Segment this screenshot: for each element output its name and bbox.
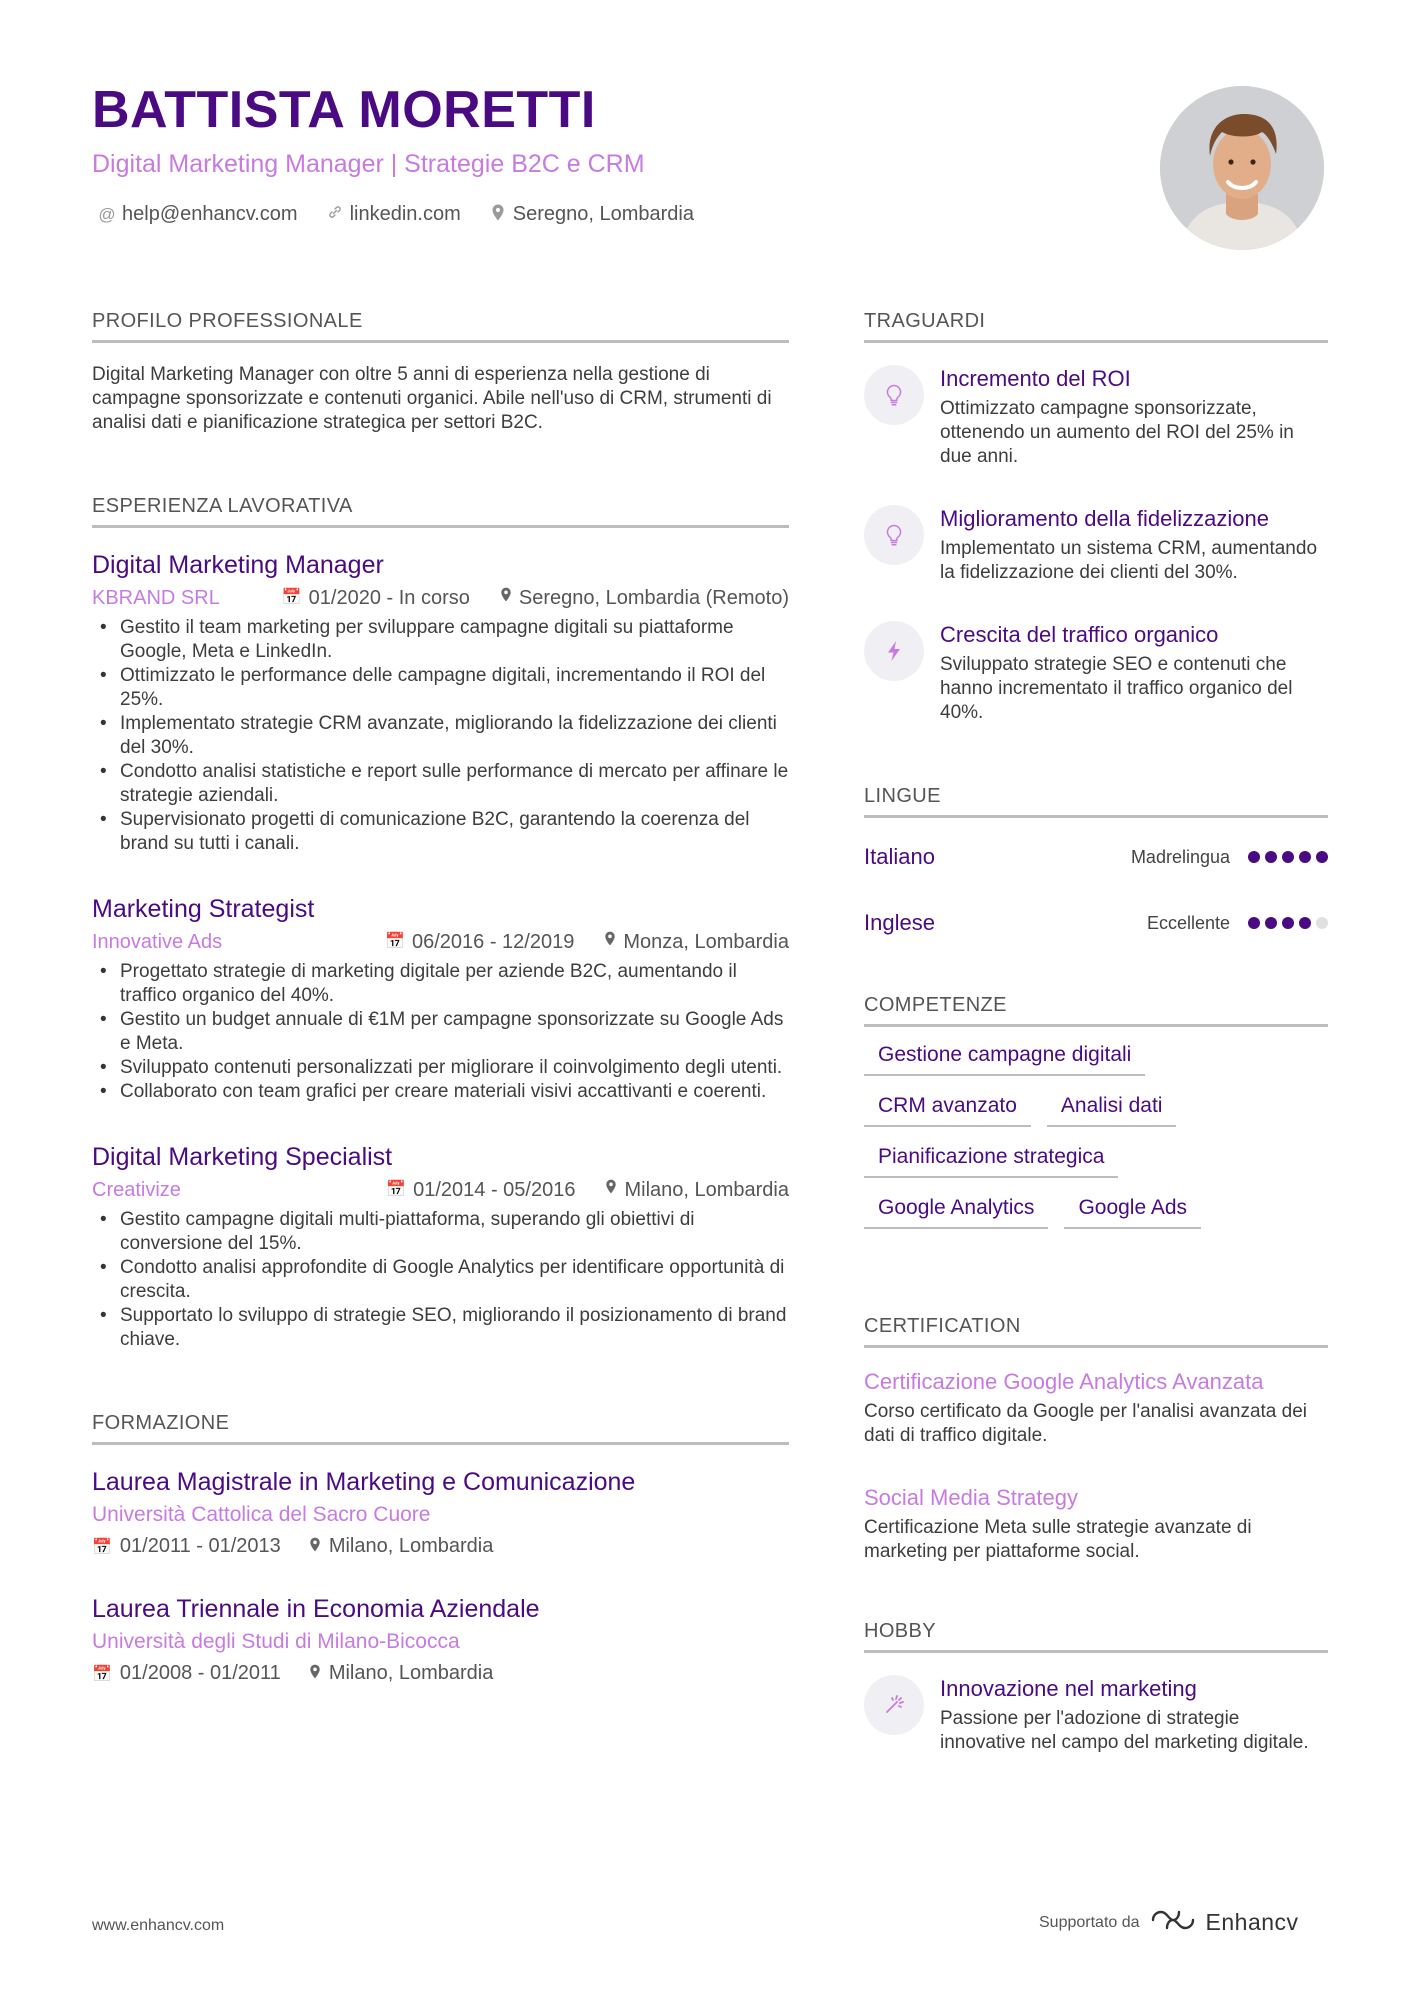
job-title: Digital Marketing Manager bbox=[92, 551, 384, 579]
skill-tag: CRM avanzato bbox=[864, 1090, 1031, 1127]
achievements-section bbox=[864, 310, 1328, 725]
job-location: Milano, Lombardia bbox=[624, 1179, 789, 1201]
hobby-section-title: HOBBY bbox=[864, 1620, 1328, 1653]
footer-branding bbox=[1039, 1908, 1299, 1937]
certification-desc: Certificazione Meta sulle strategie avanzate di marketing per piattaforme social. bbox=[864, 1517, 1252, 1562]
language-item bbox=[864, 908, 1328, 938]
languages-section bbox=[864, 785, 1328, 938]
education-dates: 01/2011 - 01/2013 bbox=[119, 1535, 281, 1557]
job-location: Seregno, Lombardia (Remoto) bbox=[518, 587, 789, 609]
skill-tag: Google Analytics bbox=[864, 1192, 1048, 1229]
job-bullets bbox=[92, 1208, 789, 1352]
contact-location-label: Seregno, Lombardia bbox=[512, 203, 694, 225]
language-rating bbox=[1248, 917, 1328, 929]
contact-bar bbox=[98, 203, 694, 226]
job-dates: 06/2016 - 12/2019 bbox=[411, 931, 575, 953]
job-bullet: • Condotto analisi statistiche e report sulle performance di mercato per affinare le strategie aziendali. bbox=[92, 760, 789, 808]
skill-tag: Pianificazione strategica bbox=[864, 1141, 1118, 1178]
education-degree: Laurea Magistrale in Marketing e Comunicazione bbox=[92, 1468, 636, 1496]
job-bullet: • Gestito un budget annuale di €1M per campagne sponsorizzate su Google Ads e Meta. bbox=[92, 1008, 789, 1056]
achievement-title: Miglioramento della fidelizzazione bbox=[940, 506, 1269, 531]
education-entry bbox=[92, 1594, 789, 1685]
achievement-item bbox=[864, 621, 1328, 725]
job-bullet: • Supervisionato progetti di comunicazione B2C, garantendo la coerenza del brand su tutti i canali. bbox=[92, 808, 789, 856]
skills-section bbox=[864, 994, 1328, 1229]
hobby-desc: Passione per l'adozione di strategie innovative nel campo del marketing digitale. bbox=[940, 1708, 1309, 1753]
hobby-title: Innovazione nel marketing bbox=[940, 1676, 1197, 1701]
certification-title: Certificazione Google Analytics Avanzata bbox=[864, 1369, 1264, 1394]
contact-linkedin-label: linkedin.com bbox=[349, 203, 461, 225]
achievement-desc: Ottimizzato campagne sponsorizzate, ottenendo un aumento del ROI del 25% in due anni. bbox=[940, 398, 1294, 467]
job-dates: 01/2014 - 05/2016 bbox=[413, 1179, 576, 1201]
certification-item bbox=[864, 1484, 1328, 1564]
calendar-icon: 📅 bbox=[92, 1538, 112, 1556]
profile-section-title: PROFILO PROFESSIONALE bbox=[92, 310, 789, 343]
enhancv-logo-icon bbox=[1150, 1908, 1196, 1937]
job-bullet: • Gestito campagne digitali multi-piattaforma, superando gli obiettivi di conversione del 15%. bbox=[92, 1208, 789, 1256]
hobby-section bbox=[864, 1620, 1328, 1755]
job-company: Creativize bbox=[92, 1179, 181, 1201]
achievement-desc: Sviluppato strategie SEO e contenuti che hanno incrementato il traffico organico del 40%. bbox=[940, 654, 1293, 723]
profile-section bbox=[92, 310, 789, 435]
language-level: Eccellente bbox=[1146, 912, 1230, 933]
job-bullet: • Condotto analisi approfondite di Google Analytics per identificare opportunità di crescita. bbox=[92, 1256, 789, 1304]
achievements-section-title: TRAGUARDI bbox=[864, 310, 1328, 343]
contact-linkedin[interactable] bbox=[326, 203, 461, 226]
rating-dot-filled bbox=[1299, 851, 1311, 863]
experience-section-title: ESPERIENZA LAVORATIVA bbox=[92, 495, 789, 528]
job-entry bbox=[92, 1142, 789, 1352]
certification-title: Social Media Strategy bbox=[864, 1485, 1078, 1510]
profile-summary: Digital Marketing Manager con oltre 5 anni di esperienza nella gestione di campagne sponsorizzate e contenuti organici. Abile nell'uso di CRM, strumenti di analisi dati e pianificazione strategica per settori B2C. bbox=[92, 364, 772, 433]
calendar-icon: 📅 bbox=[281, 589, 302, 606]
language-rating bbox=[1248, 851, 1328, 863]
location-pin-icon bbox=[500, 586, 512, 610]
achievement-title: Incremento del ROI bbox=[940, 366, 1131, 391]
language-name: Inglese bbox=[864, 910, 935, 935]
achievement-desc: Implementato un sistema CRM, aumentando la fidelizzazione dei clienti del 30%. bbox=[940, 538, 1318, 583]
education-location: Milano, Lombardia bbox=[328, 1662, 494, 1684]
hobby-item bbox=[864, 1675, 1328, 1755]
rating-dot-filled bbox=[1265, 917, 1277, 929]
job-entry bbox=[92, 894, 789, 1104]
contact-email-label: help@enhancv.com bbox=[122, 203, 298, 225]
education-section bbox=[92, 1412, 789, 1685]
skill-tag: Google Ads bbox=[1064, 1192, 1201, 1229]
rating-dot-filled bbox=[1248, 917, 1260, 929]
location-pin-icon bbox=[605, 1178, 617, 1202]
rating-dot-filled bbox=[1265, 851, 1277, 863]
certification-section bbox=[864, 1315, 1328, 1564]
contact-email[interactable] bbox=[98, 203, 298, 226]
footer-powered-by: Supportato da bbox=[1039, 1913, 1140, 1931]
job-bullet: • Gestito il team marketing per sviluppare campagne digitali su piattaforme Google, Meta e LinkedIn. bbox=[92, 616, 789, 664]
location-pin-icon bbox=[309, 1664, 321, 1684]
language-item bbox=[864, 842, 1328, 872]
lightbulb-icon bbox=[864, 365, 924, 425]
skill-tag: Analisi dati bbox=[1047, 1090, 1177, 1127]
job-bullet: • Sviluppato contenuti personalizzati per migliorare il coinvolgimento degli utenti. bbox=[92, 1056, 789, 1080]
languages-section-title: LINGUE bbox=[864, 785, 1328, 818]
job-bullet: • Progettato strategie di marketing digitale per aziende B2C, aumentando il traffico organico del 40%. bbox=[92, 960, 789, 1008]
rating-dot-filled bbox=[1299, 917, 1311, 929]
lightning-bolt-icon bbox=[864, 621, 924, 681]
achievement-item bbox=[864, 365, 1328, 469]
education-dates: 01/2008 - 01/2011 bbox=[119, 1662, 281, 1684]
calendar-icon: 📅 bbox=[92, 1665, 112, 1683]
achievement-item bbox=[864, 505, 1328, 585]
job-title: Digital Marketing Specialist bbox=[92, 1143, 393, 1171]
candidate-name: BATTISTA MORETTI bbox=[92, 81, 596, 139]
rating-dot-filled bbox=[1316, 851, 1328, 863]
job-company: Innovative Ads bbox=[92, 931, 223, 953]
right-column bbox=[864, 310, 1328, 1755]
rating-dot-filled bbox=[1282, 917, 1294, 929]
left-column bbox=[92, 310, 789, 1685]
certification-desc: Corso certificato da Google per l'analisi avanzata dei dati di traffico digitale. bbox=[864, 1401, 1307, 1446]
footer-brand-name: Enhancv bbox=[1205, 1909, 1299, 1935]
job-company: KBRAND SRL bbox=[92, 587, 220, 609]
job-bullets bbox=[92, 960, 789, 1104]
education-school: Università Cattolica del Sacro Cuore bbox=[92, 1503, 431, 1526]
contact-location bbox=[489, 203, 694, 226]
calendar-icon: 📅 bbox=[386, 1181, 407, 1198]
lightbulb-icon bbox=[864, 505, 924, 565]
education-entry bbox=[92, 1467, 789, 1558]
job-title: Marketing Strategist bbox=[92, 895, 315, 923]
magic-wand-icon bbox=[864, 1675, 924, 1735]
job-bullet: • Implementato strategie CRM avanzate, migliorando la fidelizzazione dei clienti del 30%. bbox=[92, 712, 789, 760]
education-school: Università degli Studi di Milano-Bicocca bbox=[92, 1630, 460, 1653]
education-section-title: FORMAZIONE bbox=[92, 1412, 789, 1445]
calendar-icon: 📅 bbox=[385, 933, 405, 950]
rating-dot-filled bbox=[1248, 851, 1260, 863]
job-location: Monza, Lombardia bbox=[623, 931, 789, 953]
skills-list bbox=[864, 1039, 1328, 1229]
job-bullet: • Supportato lo sviluppo di strategie SEO, migliorando il posizionamento di brand chiave. bbox=[92, 1304, 789, 1352]
profile-photo bbox=[1160, 86, 1324, 250]
location-pin-icon bbox=[489, 204, 507, 226]
experience-section bbox=[92, 495, 789, 1352]
footer-website[interactable]: www.enhancv.com bbox=[92, 1917, 225, 1934]
link-icon bbox=[326, 204, 344, 225]
candidate-headline: Digital Marketing Manager | Strategie B2C e CRM bbox=[92, 150, 645, 178]
language-level: Madrelingua bbox=[1130, 846, 1230, 867]
rating-dot-filled bbox=[1282, 851, 1294, 863]
job-entry bbox=[92, 550, 789, 856]
avatar bbox=[1160, 86, 1324, 250]
rating-dot-empty bbox=[1316, 917, 1328, 929]
job-dates: 01/2020 - In corso bbox=[308, 587, 470, 609]
skills-section-title: COMPETENZE bbox=[864, 994, 1328, 1027]
job-bullet: • Ottimizzato le performance delle campagne digitali, incrementando il ROI del 25%. bbox=[92, 664, 789, 712]
job-bullet: • Collaborato con team grafici per creare materiali visivi accattivanti e coerenti. bbox=[92, 1080, 789, 1104]
job-bullets bbox=[92, 616, 789, 856]
certification-item bbox=[864, 1368, 1328, 1448]
achievement-title: Crescita del traffico organico bbox=[940, 622, 1219, 647]
certification-section-title: CERTIFICATION bbox=[864, 1315, 1328, 1348]
at-icon: @ bbox=[98, 204, 116, 224]
location-pin-icon bbox=[309, 1537, 321, 1557]
education-location: Milano, Lombardia bbox=[328, 1535, 494, 1557]
skill-tag: Gestione campagne digitali bbox=[864, 1039, 1145, 1076]
language-name: Italiano bbox=[864, 844, 935, 869]
location-pin-icon bbox=[604, 930, 616, 954]
education-degree: Laurea Triennale in Economia Aziendale bbox=[92, 1595, 540, 1623]
